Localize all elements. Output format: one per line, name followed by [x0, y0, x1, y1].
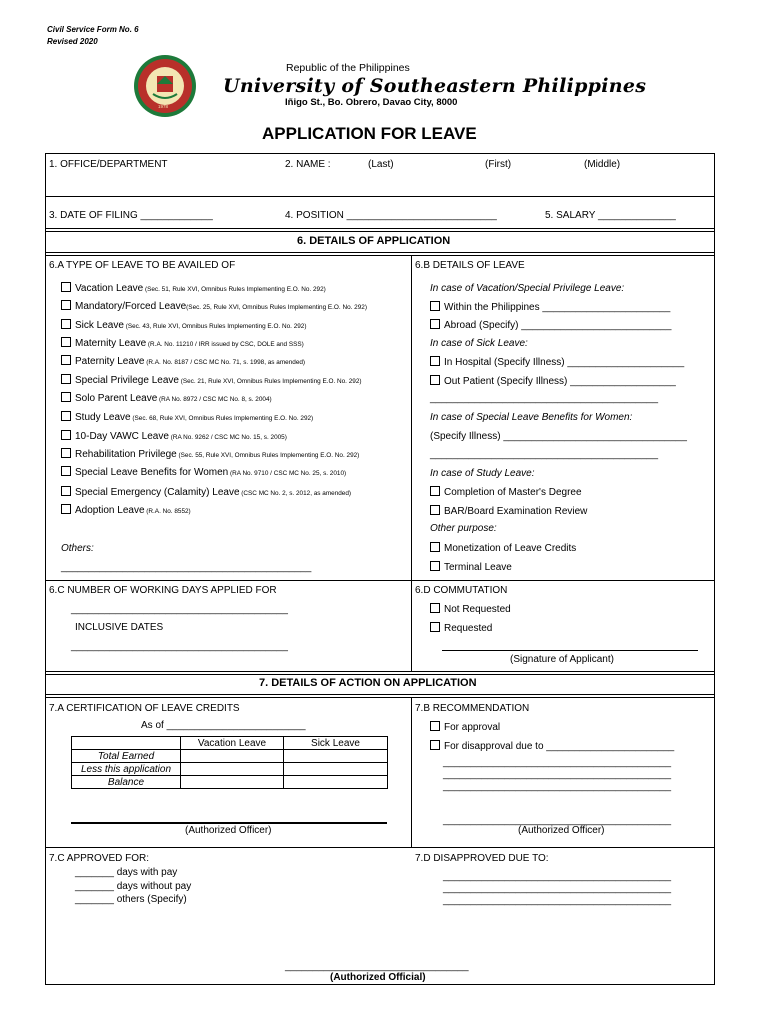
leave-type-name: Paternity Leave [75, 356, 145, 367]
requested-option[interactable] [430, 622, 492, 634]
approval-checkbox[interactable] [430, 721, 440, 731]
authorized-official-signature-line[interactable]: _________________________________ [285, 961, 469, 972]
sick-heading: In case of Sick Leave: [430, 338, 528, 349]
monetization-label: Monetization of Leave Credits [444, 543, 577, 554]
table-corner-cell [72, 737, 181, 750]
hospital-checkbox[interactable] [430, 356, 440, 366]
leave-type-ref: (Sec. 21, Rule XVI, Omnibus Rules Implementing E.O. No. 292) [178, 378, 362, 385]
within-label: Within the Philippines _______________________ [444, 302, 671, 313]
vacation-heading: In case of Vacation/Special Privilege Leave: [430, 283, 625, 294]
other-purpose-heading: Other purpose: [430, 523, 497, 534]
applicant-signature-line[interactable] [442, 650, 698, 651]
leave-type-name: Adoption Leave [75, 505, 145, 516]
outpatient-checkbox[interactable] [430, 375, 440, 385]
signature-of-applicant-label: (Signature of Applicant) [510, 654, 614, 665]
leave-type-item[interactable] [61, 486, 351, 498]
name-label: 2. NAME : [285, 159, 331, 170]
leave-checkbox[interactable] [61, 466, 71, 476]
section-6d-title: 6.D COMMUTATION [415, 585, 508, 596]
inclusive-dates-label: INCLUSIVE DATES [75, 622, 164, 633]
authorized-official-label: (Authorized Official) [330, 972, 426, 983]
masters-label: Completion of Master's Degree [444, 487, 582, 498]
leave-checkbox[interactable] [61, 300, 71, 310]
leave-type-name: Special Leave Benefits for Women [75, 467, 229, 478]
authorized-officer-label-2: (Authorized Officer) [518, 825, 605, 836]
balance-label: Balance [72, 776, 181, 789]
leave-type-ref: (R.A. No. 8552) [144, 508, 191, 515]
leave-checkbox[interactable] [61, 319, 71, 329]
section-6a-title: 6.A TYPE OF LEAVE TO BE AVAILED OF [49, 260, 236, 271]
university-seal-logo [133, 54, 197, 118]
leave-type-name: Special Privilege Leave [75, 375, 179, 386]
not-requested-label: Not Requested [444, 604, 511, 615]
sick-balance-cell[interactable] [284, 776, 388, 789]
terminal-checkbox[interactable] [430, 561, 440, 571]
leave-type-item[interactable] [61, 430, 287, 442]
leave-checkbox[interactable] [61, 448, 71, 458]
leave-type-ref: (R.A. No. 8187 / CSC MC No. 71, s. 1998, as amended) [144, 359, 306, 366]
name-first-label: (First) [485, 159, 512, 170]
inclusive-dates-line[interactable]: _______________________________________ [71, 641, 288, 652]
leave-checkbox[interactable] [61, 504, 71, 514]
officer-signature-line[interactable]: _________________________________________ [443, 815, 672, 826]
leave-type-name: Special Emergency (Calamity) Leave [75, 487, 240, 498]
study-heading: In case of Study Leave: [430, 468, 535, 479]
requested-label: Requested [444, 623, 493, 634]
terminal-leave-option[interactable] [430, 561, 512, 573]
for-approval-label: For approval [444, 722, 501, 733]
leave-type-item[interactable] [61, 319, 307, 331]
leave-type-name: 10-Day VAWC Leave [75, 431, 169, 442]
leave-checkbox[interactable] [61, 337, 71, 347]
not-requested-checkbox[interactable] [430, 603, 440, 613]
sick-leave-header: Sick Leave [284, 737, 388, 750]
abroad-label: Abroad (Specify) ___________________________ [444, 320, 672, 331]
sick-total-earned-cell[interactable] [284, 750, 388, 763]
leave-checkbox[interactable] [61, 355, 71, 365]
recommendation-line[interactable]: _________________________________________ [443, 769, 672, 780]
masters-option[interactable] [430, 486, 582, 498]
disapproval-checkbox[interactable] [430, 740, 440, 750]
authorized-officer-signature-line[interactable] [71, 822, 387, 824]
leave-type-name: Rehabilitation Privilege [75, 449, 177, 460]
leave-type-name: Sick Leave [75, 320, 124, 331]
leave-type-ref: (Sec. 51, Rule XVI, Omnibus Rules Implementing E.O. No. 292) [143, 286, 326, 293]
bar-review-option[interactable] [430, 505, 587, 517]
disapproval-reason-line[interactable]: _________________________________________ [443, 895, 672, 906]
leave-type-item[interactable] [61, 355, 305, 367]
masters-checkbox[interactable] [430, 486, 440, 496]
leave-type-item[interactable] [61, 300, 367, 312]
terminal-label: Terminal Leave [444, 562, 512, 573]
leave-credits-table [71, 736, 388, 789]
leave-type-ref: (RA No. 9262 / CSC MC No. 15, s. 2005) [168, 434, 287, 441]
leave-type-ref: (R.A. No. 11210 / IRR issued by CSC, DOLE and SSS) [146, 341, 304, 348]
bar-checkbox[interactable] [430, 505, 440, 515]
recommendation-line[interactable]: _________________________________________ [443, 757, 672, 768]
leave-type-item[interactable] [61, 282, 326, 294]
leave-type-item[interactable] [61, 337, 304, 349]
university-address: Iñigo St., Bo. Obrero, Davao City, 8000 [285, 97, 458, 108]
disapproval-reason-line[interactable]: _________________________________________ [443, 871, 672, 882]
as-of-field[interactable]: As of _________________________ [141, 720, 306, 731]
in-hospital-option[interactable] [430, 356, 684, 368]
date-of-filing-label: 3. DATE OF FILING _____________ [49, 210, 213, 221]
section-7d-title: 7.D DISAPPROVED DUE TO: [415, 853, 549, 864]
less-application-label: Less this application [72, 763, 181, 776]
leave-type-item[interactable] [61, 448, 359, 460]
leave-checkbox[interactable] [61, 486, 71, 496]
recommendation-line[interactable]: _________________________________________ [443, 781, 672, 792]
section-6-title: 6. DETAILS OF APPLICATION [297, 235, 451, 247]
disapproval-reason-line[interactable]: _________________________________________ [443, 883, 672, 894]
office-label: 1. OFFICE/DEPARTMENT [49, 159, 168, 170]
leave-checkbox[interactable] [61, 392, 71, 402]
form-revision: Revised 2020 [47, 37, 98, 46]
salary-label: 5. SALARY ______________ [545, 210, 676, 221]
leave-type-ref: (CSC MC No. 2, s. 2012, as amended) [239, 490, 352, 497]
hospital-label: In Hospital (Specify Illness) _____________________ [444, 357, 685, 368]
seal-year: 1978 [158, 104, 169, 109]
republic-text: Republic of the Philippines [286, 62, 410, 74]
total-earned-label: Total Earned [72, 750, 181, 763]
leave-type-item[interactable] [61, 504, 191, 516]
form-title: APPLICATION FOR LEAVE [262, 124, 477, 143]
requested-checkbox[interactable] [430, 622, 440, 632]
working-days-line[interactable]: _______________________________________ [71, 604, 288, 615]
name-middle-label: (Middle) [584, 159, 621, 170]
section-6c-title: 6.C NUMBER OF WORKING DAYS APPLIED FOR [49, 585, 277, 596]
vacation-leave-header: Vacation Leave [181, 737, 284, 750]
leave-type-item[interactable] [61, 466, 346, 478]
days-with-pay-field[interactable]: _______ days with pay [75, 867, 178, 878]
others-specify-field[interactable]: _______ others (Specify) [75, 894, 187, 905]
others-label: Others: [61, 543, 94, 554]
vacation-total-earned-cell[interactable] [181, 750, 284, 763]
monetization-option[interactable] [430, 542, 576, 554]
leave-type-name: Solo Parent Leave [75, 393, 158, 404]
section-7c-title: 7.C APPROVED FOR: [49, 853, 150, 864]
position-label: 4. POSITION ___________________________ [285, 210, 497, 221]
women-detail-line[interactable]: _________________________________________ [430, 449, 659, 460]
abroad-checkbox[interactable] [430, 319, 440, 329]
monetization-checkbox[interactable] [430, 542, 440, 552]
not-requested-option[interactable] [430, 603, 511, 615]
women-specify-field[interactable]: (Specify Illness) _________________________________ [430, 431, 687, 442]
sick-detail-line[interactable]: _________________________________________ [430, 393, 659, 404]
leave-type-item[interactable] [61, 374, 362, 386]
bar-label: BAR/Board Examination Review [444, 506, 588, 517]
within-checkbox[interactable] [430, 301, 440, 311]
leave-type-name: Maternity Leave [75, 338, 147, 349]
section-7a-title: 7.A CERTIFICATION OF LEAVE CREDITS [49, 703, 240, 714]
for-disapproval-option[interactable] [430, 740, 674, 752]
abroad-option[interactable] [430, 319, 671, 331]
name-last-label: (Last) [368, 159, 394, 170]
sick-less-cell[interactable] [284, 763, 388, 776]
leave-type-ref: (Sec. 25, Rule XVI, Omnibus Rules Implementing E.O. No. 292) [186, 304, 367, 311]
authorized-officer-label: (Authorized Officer) [185, 825, 272, 836]
leave-type-ref: (RA No. 8972 / CSC MC No. 8, s. 2004) [157, 396, 272, 403]
vacation-balance-cell[interactable] [181, 776, 284, 789]
leave-type-name: Vacation Leave [75, 283, 144, 294]
form-number: Civil Service Form No. 6 [47, 25, 139, 34]
leave-checkbox[interactable] [61, 374, 71, 384]
for-approval-option[interactable] [430, 721, 500, 733]
leave-checkbox[interactable] [61, 282, 71, 292]
leave-type-item[interactable] [61, 392, 272, 404]
leave-type-name: Mandatory/Forced Leave [75, 301, 187, 312]
leave-type-item[interactable] [61, 411, 313, 423]
section-6b-title: 6.B DETAILS OF LEAVE [415, 260, 525, 271]
leave-type-ref: (Sec. 55, Rule XVI, Omnibus Rules Implementing E.O. No. 292) [176, 452, 360, 459]
section-7b-title: 7.B RECOMMENDATION [415, 703, 530, 714]
leave-type-ref: (Sec. 43, Rule XVI, Omnibus Rules Implementing E.O. No. 292) [123, 323, 307, 330]
women-heading: In case of Special Leave Benefits for Women: [430, 412, 633, 423]
others-input-line[interactable]: _____________________________________________ [61, 562, 312, 573]
for-disapproval-label: For disapproval due to _______________________ [444, 741, 675, 752]
outpatient-label: Out Patient (Specify Illness) ___________________ [444, 376, 676, 387]
section-7-title: 7. DETAILS OF ACTION ON APPLICATION [259, 677, 477, 689]
leave-type-ref: (RA No. 9710 / CSC MC No. 25, s. 2010) [228, 470, 347, 477]
university-name: University of Southeastern Philippines [223, 75, 647, 97]
days-without-pay-field[interactable]: _______ days without pay [75, 881, 192, 892]
within-philippines-option[interactable] [430, 301, 670, 313]
leave-type-ref: (Sec. 68, Rule XVI, Omnibus Rules Implementing E.O. No. 292) [130, 415, 314, 422]
leave-type-name: Study Leave [75, 412, 131, 423]
vacation-less-cell[interactable] [181, 763, 284, 776]
leave-checkbox[interactable] [61, 411, 71, 421]
out-patient-option[interactable] [430, 375, 676, 387]
leave-checkbox[interactable] [61, 430, 71, 440]
